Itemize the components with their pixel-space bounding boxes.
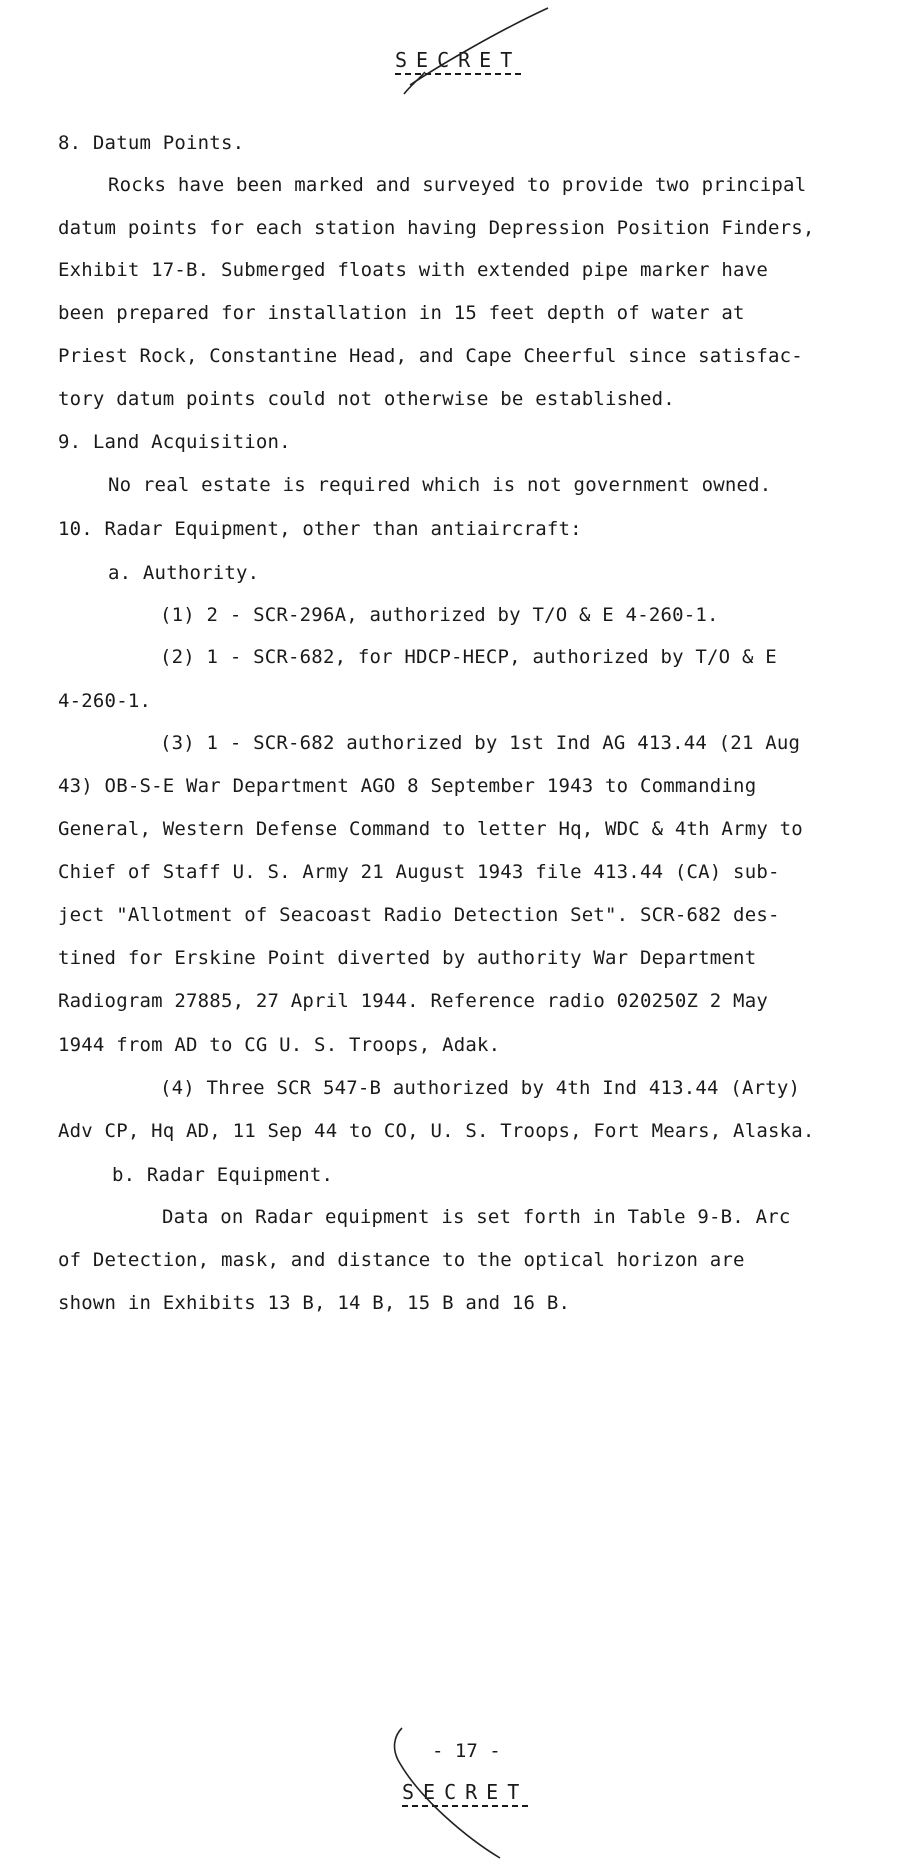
paragraph-line: No real estate is required which is not government owned. [108, 474, 772, 496]
paragraph-line: tory datum points could not otherwise be established. [58, 388, 675, 410]
paragraph-line: Exhibit 17-B. Submerged floats with extended pipe marker have [58, 259, 768, 281]
subsection-heading-authority: a. Authority. [108, 562, 260, 584]
subsection-heading-radar-equipment: b. Radar Equipment. [112, 1164, 334, 1186]
paragraph-line: datum points for each station having Depression Position Finders, [58, 217, 815, 239]
list-item-line: 1944 from AD to CG U. S. Troops, Adak. [58, 1034, 501, 1056]
list-item-line: (2) 1 - SCR-682, for HDCP-HECP, authorized by T/O & E [160, 646, 777, 668]
paragraph-line: been prepared for installation in 15 feet depth of water at [58, 302, 745, 324]
list-item-line: Chief of Staff U. S. Army 21 August 1943 file 413.44 (CA) sub- [58, 861, 780, 883]
paragraph-line: Priest Rock, Constantine Head, and Cape Cheerful since satisfac- [58, 345, 803, 367]
list-item-line: 43) OB-S-E War Department AGO 8 September 1943 to Commanding [58, 775, 757, 797]
section-heading-land-acquisition: 9. Land Acquisition. [58, 431, 291, 453]
list-item-line: (4) Three SCR 547-B authorized by 4th Ind 413.44 (Arty) [160, 1077, 801, 1099]
header-classification: SECRET [395, 48, 522, 72]
list-item-line: Adv CP, Hq AD, 11 Sep 44 to CO, U. S. Troops, Fort Mears, Alaska. [58, 1120, 815, 1142]
list-item-line: ject "Allotment of Seacoast Radio Detection Set". SCR-682 des- [58, 904, 780, 926]
section-heading-radar-equipment: 10. Radar Equipment, other than antiaircraft: [58, 518, 582, 540]
list-item-line: (3) 1 - SCR-682 authorized by 1st Ind AG 413.44 (21 Aug [160, 732, 801, 754]
section-heading-datum-points: 8. Datum Points. [58, 132, 245, 154]
page-number: - 17 - [432, 1740, 501, 1762]
paragraph-line: shown in Exhibits 13 B, 14 B, 15 B and 16 B. [58, 1292, 571, 1314]
list-item-line: (1) 2 - SCR-296A, authorized by T/O & E 4-260-1. [160, 604, 719, 626]
list-item-line: 4-260-1. [58, 690, 152, 712]
paragraph-line: Data on Radar equipment is set forth in Table 9-B. Arc [162, 1206, 791, 1228]
list-item-line: Radiogram 27885, 27 April 1944. Reference radio 020250Z 2 May [58, 990, 768, 1012]
paragraph-line: of Detection, mask, and distance to the optical horizon are [58, 1249, 745, 1271]
list-item-line: General, Western Defense Command to letter Hq, WDC & 4th Army to [58, 818, 803, 840]
footer-classification: SECRET [402, 1780, 529, 1804]
paragraph-line: Rocks have been marked and surveyed to provide two principal [108, 174, 807, 196]
list-item-line: tined for Erskine Point diverted by authority War Department [58, 947, 757, 969]
